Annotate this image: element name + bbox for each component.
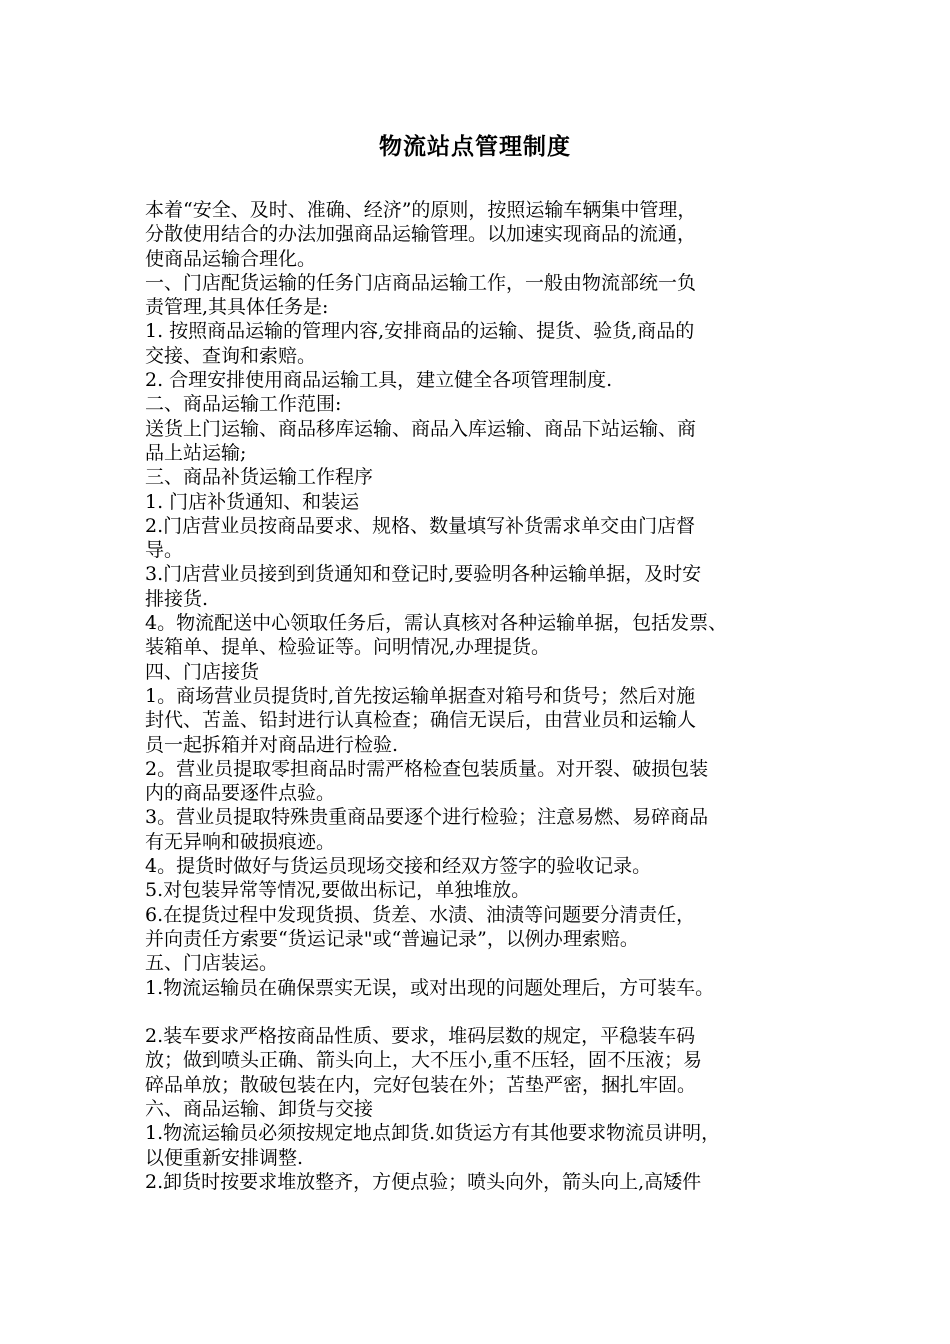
text-line: 以便重新安排调整. xyxy=(145,1146,304,1169)
text-line: 装箱单、提单、检验证等。问明情况,办理提货。 xyxy=(145,636,551,659)
text-line: 3。营业员提取特殊贵重商品要逐个进行检验；注意易燃、易碎商品 xyxy=(145,806,709,829)
text-line: 4。提货时做好与货运员现场交接和经双方签字的验收记录。 xyxy=(145,855,652,878)
text-line: 2。营业员提取零担商品时需严格检查包装质量。对开裂、破损包装 xyxy=(145,757,709,780)
text-line: 1.物流运输员在确保票实无误，或对出现的问题处理后，方可装车。 xyxy=(145,976,715,999)
text-line: 5.对包装异常等情况,要做出标记，单独堆放。 xyxy=(145,879,531,902)
text-line: 三、商品补货运输工作程序 xyxy=(145,466,374,489)
text-line: 1. 门店补货通知、和装运 xyxy=(145,490,360,513)
text-line: 2. 合理安排使用商品运输工具，建立健全各项管理制度. xyxy=(145,369,613,392)
text-line xyxy=(145,1000,835,1024)
document-body xyxy=(145,198,835,1194)
text-line: 分散使用结合的办法加强商品运输管理。以加速实现商品的流通， xyxy=(145,223,697,246)
text-line: 并向责任方索要“货运记录"或“普遍记录”，以例办理索赔。 xyxy=(145,927,639,950)
text-line: 2.门店营业员按商品要求、规格、数量填写补货需求单交由门店督 xyxy=(145,514,696,537)
text-line: 有无异响和破损痕迹。 xyxy=(145,830,336,853)
text-line: 使商品运输合理化。 xyxy=(145,247,317,270)
text-line: 1。商场营业员提货时,首先按运输单据查对箱号和货号；然后对施 xyxy=(145,684,696,707)
text-line: 员一起拆箱并对商品进行检验. xyxy=(145,733,399,756)
text-line: 责管理,其具体任务是: xyxy=(145,296,329,319)
text-line: 2.装车要求严格按商品性质、要求，堆码层数的规定，平稳装车码 xyxy=(145,1025,696,1048)
text-line: 3.门店营业员接到到货通知和登记时,要验明各种运输单据，及时安 xyxy=(145,563,702,586)
text-line: 4。物流配送中心领取任务后，需认真核对各种运输单据，包括发票、 xyxy=(145,612,728,635)
text-line: 放；做到喷头正确、箭头向上，大不压小,重不压轻，固不压液；易 xyxy=(145,1049,703,1072)
text-line: 排接货. xyxy=(145,587,209,610)
text-line: 封代、苫盖、铅封进行认真检查；确信无误后，由营业员和运输人 xyxy=(145,709,697,732)
text-line: 1.物流运输员必须按规定地点卸货.如货运方有其他要求物流员讲明， xyxy=(145,1122,721,1145)
text-line: 六、商品运输、卸货与交接 xyxy=(145,1097,374,1120)
text-line: 1. 按照商品运输的管理内容,安排商品的运输、提货、验货,商品的 xyxy=(145,320,695,343)
text-line: 五、门店装运。 xyxy=(145,952,279,975)
text-line: 二、商品运输工作范围: xyxy=(145,393,342,416)
text-line: 一、门店配货运输的任务门店商品运输工作，一般由物流部统一负 xyxy=(145,271,697,294)
text-line: 导。 xyxy=(145,539,184,562)
text-line: 6.在提货过程中发现货损、货差、水渍、油渍等问题要分清责任， xyxy=(145,903,696,926)
text-line: 交接、查询和索赔。 xyxy=(145,344,317,367)
document-title: 物流站点管理制度 xyxy=(379,133,571,160)
text-line: 内的商品要逐件点验。 xyxy=(145,782,336,805)
text-line: 送货上门运输、商品移库运输、商品入库运输、商品下站运输、商 xyxy=(145,417,697,440)
text-line: 本着“安全、及时、准确、经济”的原则，按照运输车辆集中管理， xyxy=(145,199,697,221)
text-line: 2.卸货时按要求堆放整齐，方便点验；喷头向外，箭头向上,高矮件 xyxy=(145,1170,702,1193)
text-line: 碎品单放；散破包装在内，完好包装在外；苫垫严密，捆扎牢固。 xyxy=(145,1073,697,1096)
text-line: 品上站运输; xyxy=(145,441,247,464)
text-line: 四、门店接货 xyxy=(145,660,260,683)
